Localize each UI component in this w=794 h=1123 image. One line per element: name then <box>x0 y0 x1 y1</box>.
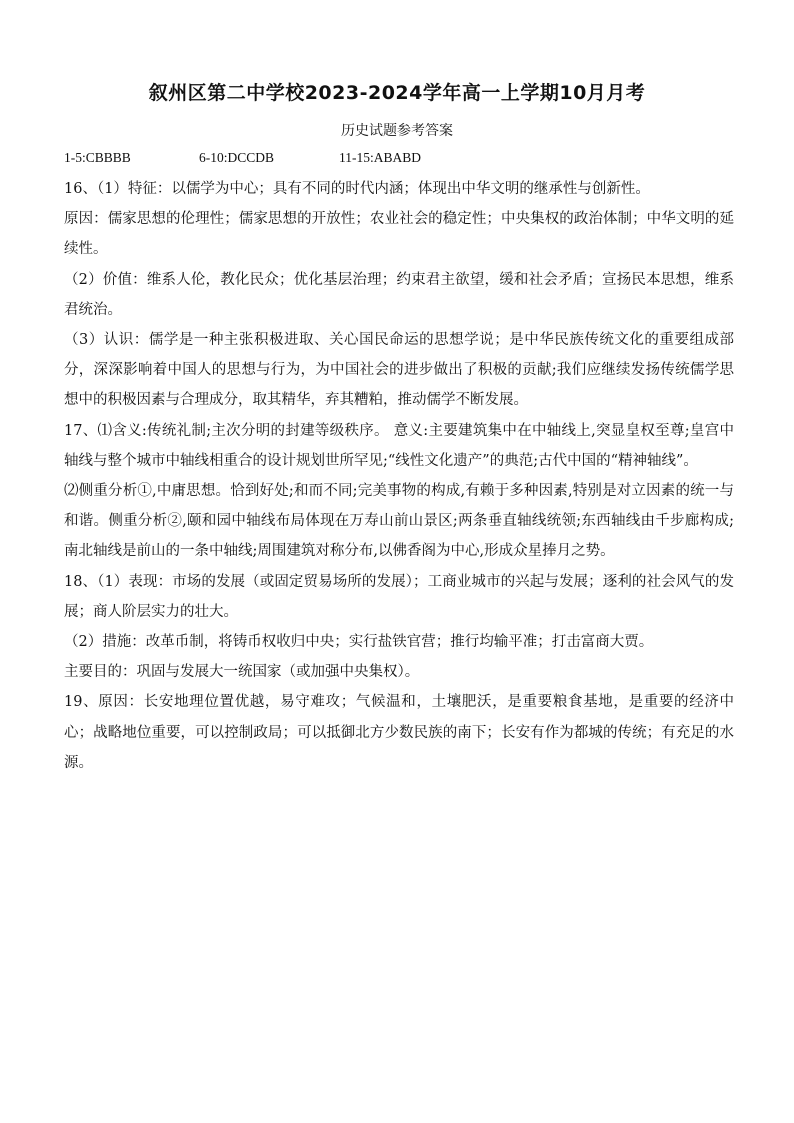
page-subtitle: 历史试题参考答案 <box>341 123 453 139</box>
mc-answers-6-10: 6-10:DCCDB <box>199 150 275 165</box>
page-title: 叙州区第二中学校2023-2024学年高一上学期10月月考 <box>148 82 646 104</box>
multiple-choice-answers <box>64 150 421 166</box>
q18-part2-purpose: 主要目的：巩固与发展大一统国家（或加强中央集权）。 <box>64 664 420 681</box>
q18-part2-measures: （2）措施：改革币制，将铸币权收归中央；实行盐铁官营；推行均输平准；打击富商大贾。 <box>64 634 654 651</box>
mc-answers-11-15: 11-15:ABABD <box>339 150 422 165</box>
q19-reasons: 19、原因：长安地理位置优越，易守难攻；气候温和，土壤肥沃，是重要粮食基地，是重要的经济中心；战略地位重要，可以控制政局；可以抵御北方少数民族的南下；长安有作为都城的传统；有充足的水源。 <box>64 694 734 771</box>
q17-part2: ⑵侧重分析①,中庸思想。恰到好处;和而不同;完美事物的构成,有赖于多种因素,特别是对立因素的统一与和谐。侧重分析②,颐和园中轴线布局体现在万寿山前山景区;两条垂直轴线统领;东西轴线由千步廊构成;南北轴线是前山的一条中轴线;周围建筑对称分布,以佛香阁为中心,形成众星捧月之势。 <box>64 483 734 560</box>
q16-part1-reasons: 原因：儒家思想的伦理性；儒家思想的开放性；农业社会的稳定性；中央集权的政治体制；中华文明的延续性。 <box>64 211 734 258</box>
q16-part3-understanding: （3）认识：儒学是一种主张积极进取、关心国民命运的思想学说；是中华民族传统文化的重要组成部分，深深影响着中国人的思想与行为，为中国社会的进步做出了积极的贡献;我们应继续发扬传统儒学思想中的积极因素与合理成分，取其精华，弃其糟粕，推动儒学不断发展。 <box>64 332 734 409</box>
q17-part1: 17、⑴含义:传统礼制;主次分明的封建等级秩序。 意义:主要建筑集中在中轴线上,突显皇权至尊;皇宫中轴线与整个城市中轴线相重合的设计规划世所罕见;“线性文化遗产”的典范;古代中国的“精神轴线”。 <box>64 422 734 469</box>
mc-answers-1-5: 1-5:CBBBB <box>64 150 131 165</box>
q16-part1-features: 16、（1）特征：以儒学为中心；具有不同的时代内涵；体现出中华文明的继承性与创新性。 <box>64 181 650 197</box>
answer-body <box>64 174 734 778</box>
q18-part1: 18、（1）表现：市场的发展（或固定贸易场所的发展）；工商业城市的兴起与发展；逐利的社会风气的发展；商人阶层实力的壮大。 <box>64 573 734 620</box>
q16-part2-value: （2）价值：维系人伦，教化民众；优化基层治理；约束君主欲望，缓和社会矛盾；宣扬民本思想，维系君统治。 <box>64 271 734 318</box>
